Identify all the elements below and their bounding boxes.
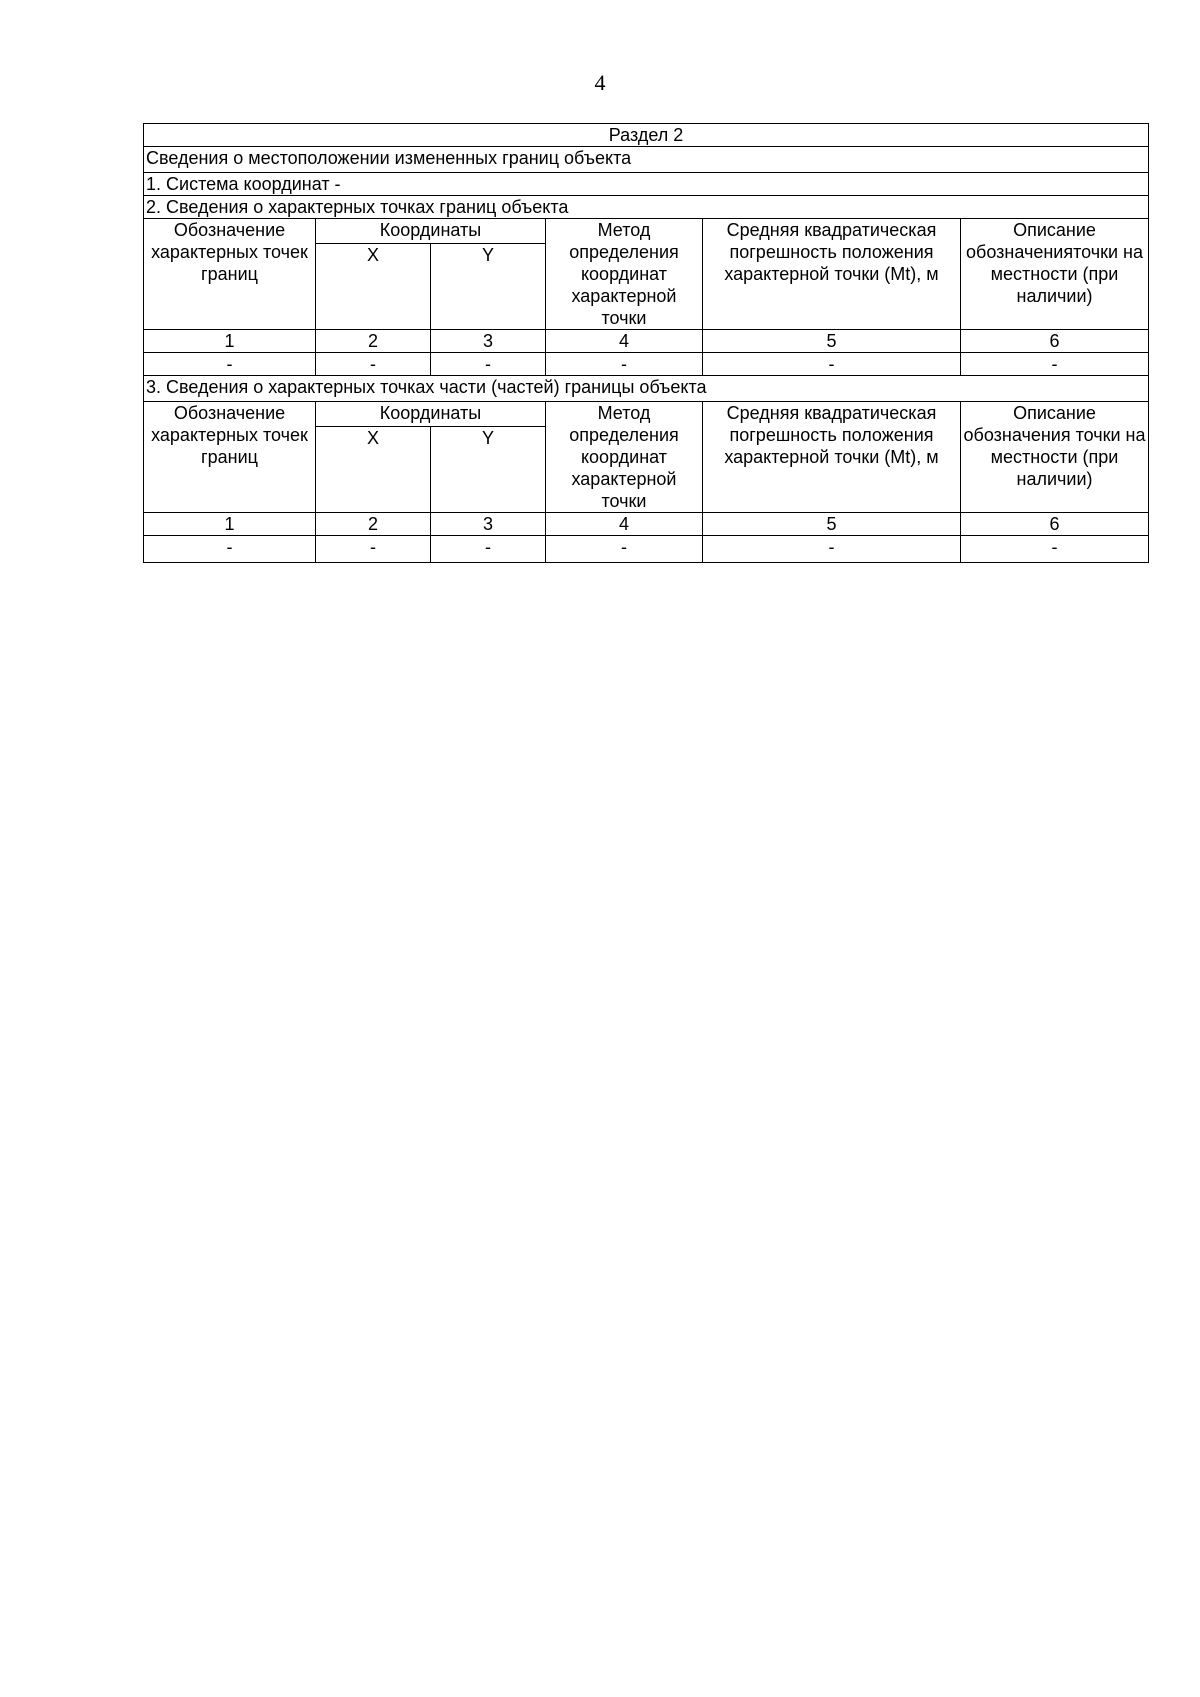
t2-cell: - [144, 353, 316, 376]
t2-header-coordinates: Координаты [316, 219, 546, 244]
t2-colnum: 2 [316, 330, 431, 353]
section-title: Раздел 2 [144, 124, 1149, 147]
t3-cell: - [961, 536, 1149, 563]
t3-header-description: Описание обозначения точки на местности (при наличии) [961, 402, 1149, 513]
section-2-table [143, 123, 1149, 563]
t2-header-x: X [316, 243, 431, 329]
t3-header-x: X [316, 426, 431, 512]
t2-table-row [144, 353, 1149, 376]
part3-title: 3. Сведения о характерных точках части (частей) границы объекта [144, 376, 1149, 402]
t2-colnum: 6 [961, 330, 1149, 353]
t3-cell: - [316, 536, 431, 563]
t3-colnum: 2 [316, 513, 431, 536]
t3-colnum: 6 [961, 513, 1149, 536]
t2-header-method: Метод определения координат характерной точки [546, 219, 703, 330]
t3-table-row [144, 536, 1149, 563]
t2-colnum: 3 [431, 330, 546, 353]
t3-header-designation: Обозначение характерных точек границ [144, 402, 316, 513]
t2-header-description: Описание обозначенияточки на местности (при наличии) [961, 219, 1149, 330]
t2-cell: - [316, 353, 431, 376]
t3-colnum: 3 [431, 513, 546, 536]
t2-column-numbers-row [144, 330, 1149, 353]
t2-cell: - [703, 353, 961, 376]
t2-colnum: 1 [144, 330, 316, 353]
t2-header-designation: Обозначение характерных точек границ [144, 219, 316, 330]
t3-header-coordinates: Координаты [316, 402, 546, 427]
t3-column-numbers-row [144, 513, 1149, 536]
part2-title: 2. Сведения о характерных точках границ объекта [144, 196, 1149, 219]
t2-cell: - [546, 353, 703, 376]
section-subtitle: Сведения о местоположении измененных границ объекта [144, 147, 1149, 173]
t2-header-y: Y [431, 243, 546, 329]
t3-colnum: 5 [703, 513, 961, 536]
t2-cell: - [431, 353, 546, 376]
t3-cell: - [546, 536, 703, 563]
t2-cell: - [961, 353, 1149, 376]
t2-colnum: 5 [703, 330, 961, 353]
t3-cell: - [144, 536, 316, 563]
t3-header-method: Метод определения координат характерной точки [546, 402, 703, 513]
t2-header-error: Средняя квадратическая погрешность положения характерной точки (Mt), м [703, 219, 961, 330]
page-number: 4 [594, 70, 606, 95]
t2-colnum: 4 [546, 330, 703, 353]
t3-colnum: 1 [144, 513, 316, 536]
t3-cell: - [431, 536, 546, 563]
t3-header-y: Y [431, 426, 546, 512]
t3-colnum: 4 [546, 513, 703, 536]
part1-title: 1. Система координат - [144, 173, 1149, 196]
t3-cell: - [703, 536, 961, 563]
t3-header-error: Средняя квадратическая погрешность положения характерной точки (Mt), м [703, 402, 961, 513]
